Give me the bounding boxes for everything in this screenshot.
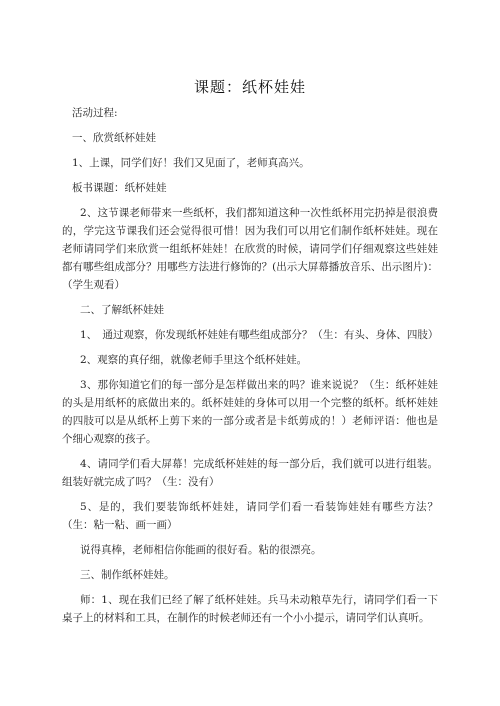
heading-section-3: 三、制作纸杯娃娃。 [80,569,175,581]
paragraph-8: 说得真棒，老师相信你能画的很好看。粘的很漂亮。 [80,544,322,556]
paragraph-5: 3、那你知道它们的每一部分是怎样做出来的吗？谁来说说？（生：纸杯娃娃的头是用纸杯的底做出来的。纸杯娃娃的身体可以用一个完整的纸杯。纸杯娃娃的四肢可以是从纸杯上剪下来的一部分或者是卡纸剪成的！）老师评语：他也是个细心观察的孩子。 [62,379,438,445]
paragraph-2: 2、这节课老师带来一些纸杯，我们都知道这种一次性纸杯用完扔掉是很浪费的，学完这节课我们还会觉得很可惜！因为我们可以用它们制作纸杯娃娃。现在老师请同学们来欣赏一组纸杯娃娃！在欣赏的时候，请同学们仔细观察这些娃娃都有哪些组成部分？用哪些方法进行修饰的？(出示大屏幕播放音乐、出示图片)：（学生观看） [62,207,438,291]
document-body [62,104,438,634]
page-title: 课题：纸杯娃娃 [193,78,306,96]
paragraph-4: 2、观察的真仔细，就像老师手里这个纸杯娃娃。 [80,354,308,366]
heading-section-2: 二、了解纸杯娃娃 [80,304,164,316]
paragraph-7: 5、是的，我们要装饰纸杯娃娃，请同学们看一看装饰娃娃有哪些方法？（生：粘一粘、画一画） [62,501,438,531]
heading-section-1: 一、欣赏纸杯娃娃 [72,132,156,144]
paragraph-9: 师：1、现在我们已经了解了纸杯娃娃。兵马未动粮草先行，请同学们看一下桌子上的材料和工具，在制作的时候老师还有一个小小提示，请同学们认真听。 [62,594,438,624]
paragraph-1: 1、上课，同学们好！我们又见面了，老师真高兴。 [72,157,310,169]
paragraph-3: 1、 通过观察，你发现纸杯娃娃有哪些组成部分？（生：有头、身体、四肢） [80,329,439,341]
paragraph-6: 4、请同学们看大屏幕！完成纸杯娃娃的每一部分后，我们就可以进行组装。组装好就完成了吗？（生：没有） [62,458,438,488]
paragraph-activity-process: 活动过程: [72,107,118,119]
paragraph-board-title: 板书课题：纸杯娃娃 [72,182,167,194]
